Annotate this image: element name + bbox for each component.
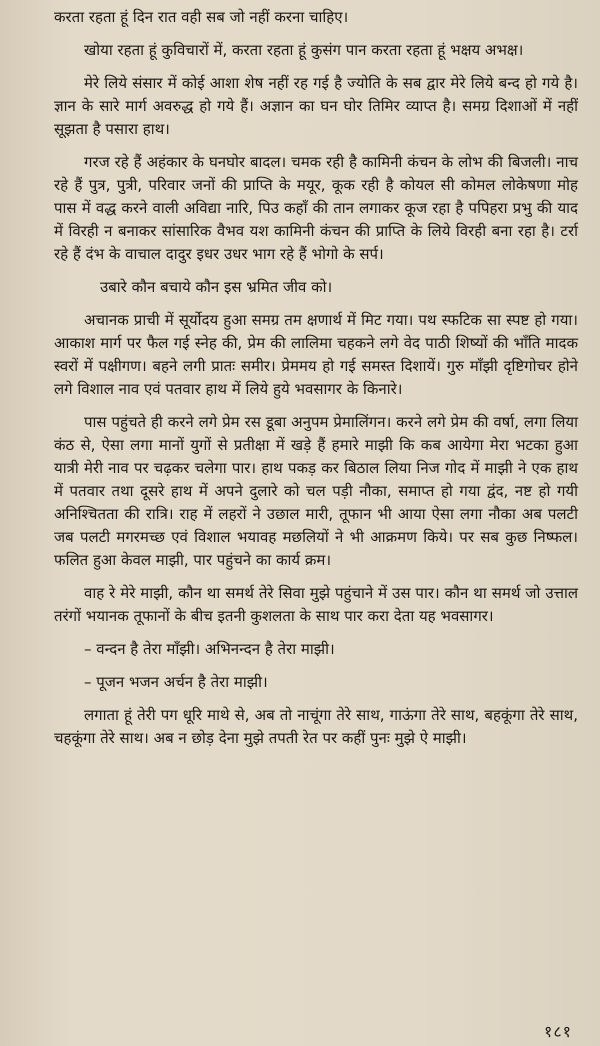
closing-paragraph: लगाता हूं तेरी पग धूरि माथे से, अब तो नाचूंगा तेरे साथ, गाऊंगा तेरे साथ, बहकूंगा तेरे साथ, चहकूंगा तेरे साथ। अब न छोड़ देना मुझे तपती रेत पर कहीं पुनः मुझे ऐ माझी। <box>54 706 578 747</box>
paragraph-4: गरज रहे हैं अहंकार के घनघोर बादल। चमक रही है कामिनी कंचन के लोभ की बिजली। नाच रहे हैं पुत्र, पुत्री, परिवार जनों की प्राप्ति के मयूर, कूक रही है कोयल सी कोमल लोकेषणा मोह पास में वद्ध करने वाली अविद्या नारि, पिउ कहाँ की तान लगाकर कूज रहा है पपिहरा प्रभु की याद में विरही न बनाकर सांसारिक वैभव यश कामिनी कंचन की प्राप्ति के लिये विरही बना रहा है। टर्रा रहे हैं दंभ के वाचाल दादुर इधर उधर भाग रहे हैं भोगो के सर्प। <box>54 153 578 263</box>
page-number: १८१ <box>544 1022 572 1041</box>
paragraph-8: वाह रे मेरे माझी, कौन था समर्थ तेरे सिवा मुझे पहुंचाने में उस पार। कौन था समर्थ जो उत्ताल तरंगों भयानक तूफानों के बीच इतनी कुशलता के साथ पार करा देता यह भवसागर। <box>54 584 578 625</box>
paragraph-2: खोया रहता हूं कुविचारों में, करता रहता हूं कुसंग पान करता रहता हूं भक्षय अभक्ष। <box>84 41 524 59</box>
paragraph-7: पास पहुंचते ही करने लगे प्रेम रस डूबा अनुपम प्रेमालिंगन। करने लगे प्रेम की वर्षा, लगा लिया कंठ से, ऐसा लगा मानों युगों से प्रतीक्षा में खड़े हैं हमारे माझी कि कब आयेगा मेरा भटका हुआ यात्री मेरी नाव पर चढ़कर चलेगा पार। हाथ पकड़ कर बिठाल लिया निज गोद में माझी ने एक हाथ में पतवार तथा दूसरे हाथ में अपने दुलारे को चल पड़ी नौका, समाप्त हो गया द्वंद, नष्ट हो गयी अनिश्चितता की रात्रि। राह में लहरों ने उछाल मारी, तूफान भी आया ऐसा लगा नौका अब पलटी जब पलटी मगरमच्छ एवं विशाल भयावह मछलियों ने भी आक्रमण किये। पर सब कुछ निष्फल। फलित हुआ केवल माझी, पार पहुंचने का कार्य क्रम। <box>54 413 578 569</box>
paragraph-5: उबारे कौन बचाये कौन इस भ्रमित जीव को। <box>100 278 333 296</box>
verse-line-1: – वन्दन है तेरा माँझी। अभिनन्दन है तेरा माझी। <box>84 640 335 658</box>
verse-line-2: – पूजन भजन अर्चन है तेरा माझी। <box>84 673 268 691</box>
paragraph-3: मेरे लिये संसार में कोई आशा शेष नहीं रह गई है ज्योति के सब द्वार मेरे लिये बन्द हो गये है। ज्ञान के सारे मार्ग अवरुद्ध हो गये हैं। अज्ञान का घन घोर तिमिर व्याप्त है। समग्र दिशाओं में नहीं सूझता है पसारा हाथ। <box>54 74 578 138</box>
paragraph-1: करता रहता हूं दिन रात वही सब जो नहीं करना चाहिए। <box>54 8 349 26</box>
paragraph-6: अचानक प्राची में सूर्योदय हुआ समग्र तम क्षणार्थ में मिट गया। पथ स्फटिक सा स्पष्ट हो गया। आकाश मार्ग पर फैल गई स्नेह की, प्रेम की लालिमा चहकने लगे वेद पाठी शिष्यों की भाँति मादक स्वरों में पक्षीगण। बहने लगी प्रातः समीर। प्रेममय हो गई समस्त दिशायें। गुरु माँझी दृष्टिगोचर होने लगे विशाल नाव एवं पतवार हाथ में लिये हुये भवसागर के किनारे। <box>54 311 578 398</box>
